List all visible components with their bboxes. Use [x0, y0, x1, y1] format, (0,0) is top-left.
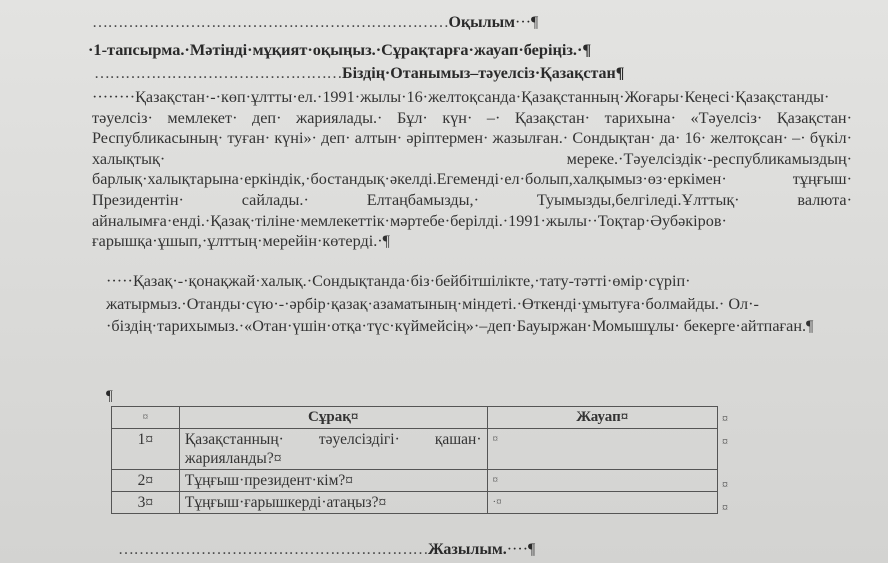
question-cell[interactable]: Қазақстанның· тәуелсіздігі· қашан· жарияланды?¤ — [179, 429, 487, 470]
question-header-cell[interactable]: Сұрақ¤ — [179, 407, 487, 429]
task-title: ·1-тапсырма.·Мәтінді·мұқият·оқыңыз.·Сұрақтарға·жауап·беріңіз.·¶ — [88, 40, 592, 59]
num-header-cell[interactable]: ¤ — [112, 407, 180, 429]
row-num-cell[interactable]: 3¤ — [112, 492, 180, 514]
answer-cell[interactable]: ¤ — [487, 470, 717, 492]
table-header-row — [112, 407, 718, 429]
text-heading — [94, 64, 624, 84]
qa-table — [111, 406, 718, 514]
empty-paragraph-mark: ¶ — [106, 388, 113, 404]
answer-cell[interactable]: ¤ — [487, 429, 717, 470]
writing-title: Жазылым. — [428, 541, 507, 558]
writing-heading — [118, 541, 535, 559]
table-row — [112, 492, 718, 514]
row-end-mark: ¤ — [722, 477, 728, 491]
paragraph-1: ········Қазақстан·-·көп·ұлтты·ел.·1991·жылы·16·желтоқсанда·Қазақстанның·Жоғары·Кеңесі·Қазақстанды· тәуелсіз· мемлекет· деп· жариялады.· Бұл· күн· –· Қазақстан· тарихына· «Тәуелсіз· Қазақстан· Республикасының· туған· күні»· деп· алтын· әріптермен· жазылған.· Сондықтан· да· 16· желтоқсан· –· бүкіл· халықтық· мереке.·Тәуелсіздік·-республикамыздың· барлық·халықтарына·еркіндік,·бостандық·әкелді.Егемендi·ел·болып,халқымыз·өз·еркімен· тұңғыш· Президентін· сайлады.· Елтаңбамызды,· Туымызды,белгіледі.Ұлттық· валюта· айналымға·енді.·Қазақ·тіліне·мемлекеттік·мәртебе·берілді.·1991·жылы··Тоқтар·Әубәкіров· ғарышқа·ұшып,·ұлттың·мерейін·көтерді.·¶ — [92, 88, 852, 251]
row-end-mark: ¤ — [722, 434, 728, 448]
row-end-mark: ¤ — [722, 500, 728, 514]
reading-tail: ···¶ — [515, 14, 539, 31]
writing-tail: ····¶ — [506, 541, 536, 558]
question-cell[interactable]: Тұңғыш·президент·кім?¤ — [179, 470, 487, 492]
text-title: Біздің·Отанымыз–тәуелсіз·Қазақстан¶ — [342, 65, 625, 82]
answer-header-cell[interactable]: Жауап¤ — [487, 407, 717, 429]
table-row — [112, 429, 718, 470]
table-row — [112, 470, 718, 492]
row-num-cell[interactable]: 2¤ — [112, 470, 180, 492]
row-num-cell[interactable]: 1¤ — [112, 429, 180, 470]
text-leader-dots: ………………………………………… — [94, 65, 342, 82]
reading-title: Оқылым — [448, 14, 516, 31]
question-cell[interactable]: Тұңғыш·ғарышкерді·атаңыз?¤ — [179, 492, 487, 514]
reading-leader-dots: …………………………………………………………… — [92, 14, 449, 31]
reading-heading — [92, 13, 538, 33]
writing-leader-dots: …………………………………………………… — [118, 541, 428, 558]
paragraph-2: ·····Қазақ·-·қонақжай·халық.·Сондықтанда·біз·бейбітшілікте,·тату-тәтті·өмір·сүріп· жатырмыз.·Отанды·сүю·-·әрбір·қазақ·азаматының·міндеті.·Өткенді·ұмытуға·болмайды.· Ол·-·біздің·тарихымыз.·«Отан·үшін·отқа·түс·күймейсің»·–деп·Бауыржан·Момышұлы· бекерге·айтпаған.¶ — [106, 272, 814, 336]
answer-cell[interactable]: ·¤ — [487, 492, 717, 514]
row-end-mark: ¤ — [722, 411, 728, 425]
